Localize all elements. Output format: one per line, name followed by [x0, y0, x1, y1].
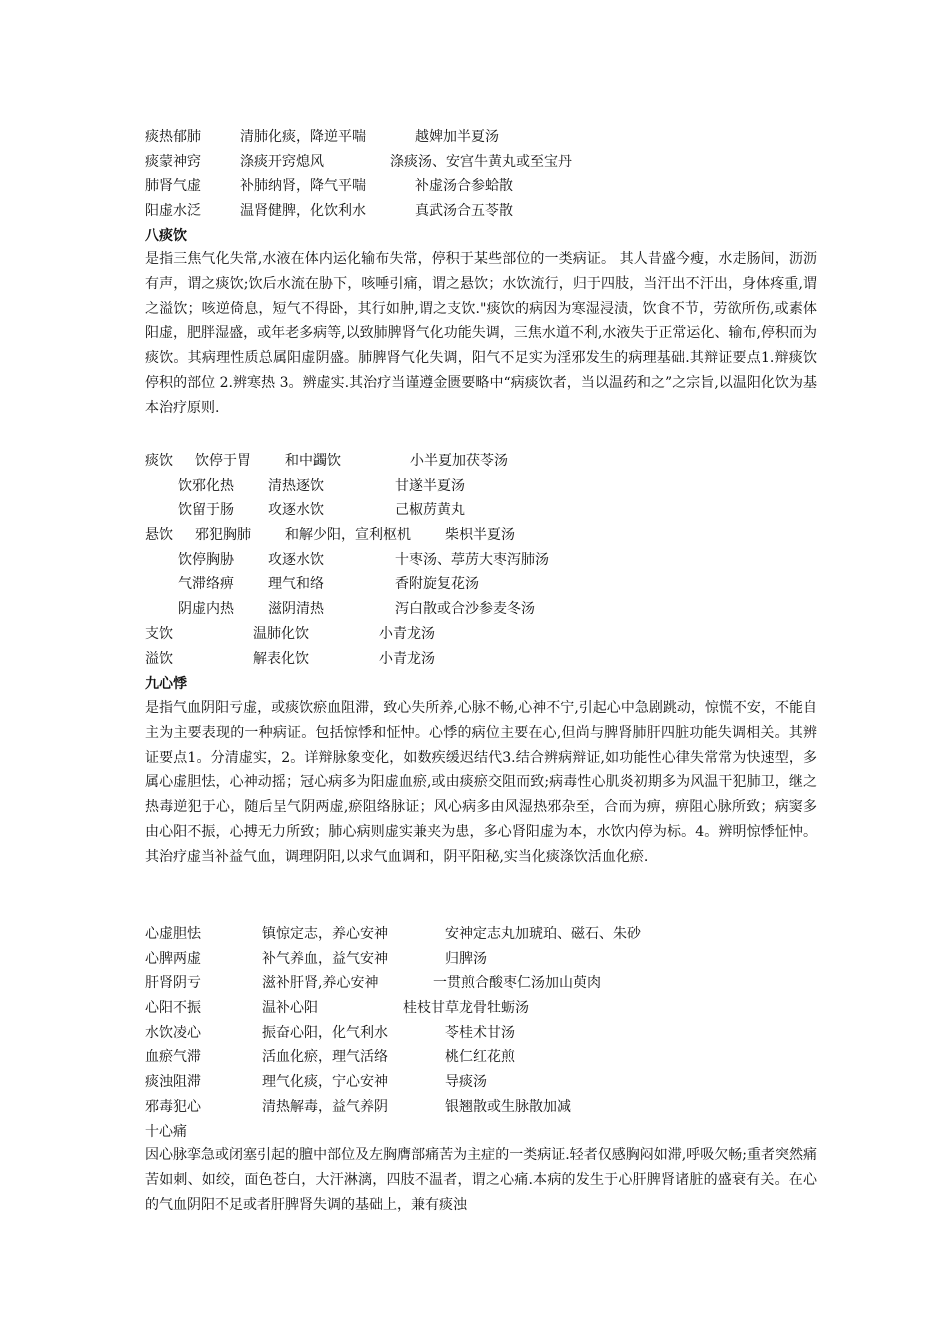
table-row [145, 1072, 817, 1092]
method-cell: 镇惊定志，养心安神 [262, 926, 388, 942]
table-row [145, 525, 817, 545]
formula-cell: 真武汤合五苓散 [415, 203, 513, 219]
section-paragraph: 是指三焦气化失常,水液在体内运化输布失常，停积于某些部位的一类病证。 其人昔盛今瘦，水走肠间，沥沥有声，谓之痰饮;饮后水流在胁下，咳唾引痛，谓之悬饮；水饮流行，归于四肢，当汗出不汗出，身体疼重,谓之溢饮；咳逆倚息，短气不得卧，其行如肿,谓之支饮."痰饮的病因为寒湿浸渍，饮食不节，劳欲所伤,或素体阳虚，肥胖湿盛，或年老多病等,以致肺脾肾气化功能失调，三焦水道不利,水液失于正常运化、输布,停积而为痰饮。其病理性质总属阳虚阴盛。肺脾肾气化失调，阳气不足实为淫邪发生的病理基础.其辩证要点1.辩痰饮停积的部位 2.辨寒热 3。辨虚实.其治疗当谨遵金匮要略中“病痰饮者，当以温药和之”之宗旨,以温阳化饮为基本治疗原则. [145, 251, 817, 416]
method-cell: 理气化痰，宁心安神 [262, 1074, 388, 1090]
pattern-cell: 心阳不振 [145, 1000, 201, 1016]
method-cell: 温补心阳 [262, 1000, 318, 1016]
method-cell: 补肺纳肾，降气平喘 [240, 178, 366, 194]
pattern-cell: 心脾两虚 [145, 951, 201, 967]
method-cell: 攻逐水饮 [268, 552, 324, 568]
pattern-cell: 阳虚水泛 [145, 203, 201, 219]
formula-cell: 泻白散或合沙参麦冬汤 [395, 601, 535, 617]
pattern-cell: 饮邪化热 [178, 478, 234, 494]
table-row [145, 624, 817, 644]
pattern-cell: 痰热郁肺 [145, 129, 201, 145]
method-cell: 清肺化痰，降逆平喘 [240, 129, 366, 145]
pattern-cell: 痰浊阻滞 [145, 1074, 201, 1090]
pattern-cell: 肝肾阴亏 [145, 975, 201, 991]
table-row [145, 550, 817, 570]
pattern-cell: 血瘀气滞 [145, 1049, 201, 1065]
table-row [145, 973, 817, 993]
formula-cell: 己椒苈黄丸 [395, 502, 465, 518]
formula-cell: 香附旋复花汤 [395, 576, 479, 592]
table-row [145, 949, 817, 969]
formula-cell: 小青龙汤 [379, 626, 435, 642]
method-cell: 振奋心阳，化气利水 [262, 1025, 388, 1041]
table-row [145, 1023, 817, 1043]
method-cell: 攻逐水饮 [268, 502, 324, 518]
method-cell: 解表化饮 [253, 651, 309, 667]
formula-cell: 苓桂术甘汤 [445, 1025, 515, 1041]
method-cell: 和中蠲饮 [285, 453, 341, 469]
table-row [145, 476, 817, 496]
method-cell: 滋补肝肾,养心安神 [262, 975, 379, 991]
table-row [145, 201, 817, 221]
pattern-cell: 阴虚内热 [178, 601, 234, 617]
table-row [145, 152, 817, 172]
formula-cell: 安神定志丸加琥珀、磁石、朱砂 [445, 926, 641, 942]
table-row [145, 1047, 817, 1067]
section-heading: 九心悸 [145, 676, 187, 692]
section-heading: 八痰饮 [145, 228, 187, 244]
method-cell: 滋阴清热 [268, 601, 324, 617]
pattern-cell: 心虚胆怯 [145, 926, 201, 942]
formula-cell: 一贯煎合酸枣仁汤加山萸肉 [433, 975, 601, 991]
category-cell: 溢饮 [145, 651, 173, 667]
pattern-cell: 水饮凌心 [145, 1025, 201, 1041]
formula-cell: 小青龙汤 [379, 651, 435, 667]
table-row [145, 924, 817, 944]
table-row [145, 998, 817, 1018]
table-row [145, 127, 817, 147]
pattern-cell: 饮停于胃 [195, 453, 251, 469]
formula-cell: 越婢加半夏汤 [415, 129, 499, 145]
method-cell: 涤痰开窍熄风 [240, 154, 324, 170]
pattern-cell: 饮停胸胁 [178, 552, 234, 568]
pattern-cell: 邪毒犯心 [145, 1099, 201, 1115]
table-row [145, 451, 817, 471]
formula-cell: 银翘散或生脉散加减 [445, 1099, 571, 1115]
formula-cell: 涤痰汤、安宫牛黄丸或至宝丹 [390, 154, 572, 170]
pattern-cell: 邪犯胸肺 [195, 527, 251, 543]
formula-cell: 小半夏加茯苓汤 [410, 453, 508, 469]
pattern-cell: 气滞络痹 [178, 576, 234, 592]
formula-cell: 桂枝甘草龙骨牡蛎汤 [403, 1000, 529, 1016]
category-cell: 悬饮 [145, 527, 173, 543]
category-cell: 痰饮 [145, 453, 173, 469]
table-row [145, 599, 817, 619]
formula-cell: 桃仁红花煎 [445, 1049, 515, 1065]
method-cell: 理气和络 [268, 576, 324, 592]
formula-cell: 十枣汤、葶苈大枣泻肺汤 [395, 552, 549, 568]
section-paragraph: 是指气血阴阳亏虚，或痰饮瘀血阻滞，致心失所养,心脉不畅,心神不宁,引起心中急剧跳动，惊慌不安，不能自主为主要表现的一种病证。包括惊悸和怔忡。心悸的病位主要在心,但尚与脾肾肺肝四脏功能失调相关。其辨证要点1。分清虚实，2。详辩脉象变化，如数疾缓迟结代3.结合辨病辩证,如功能性心律失常常为快速型，多属心虚胆怯，心神动摇；冠心病多为阳虚血瘀,或由痰瘀交阻而致;病毒性心肌炎初期多为风温干犯肺卫，继之热毒逆犯于心，随后呈气阴两虚,瘀阻络脉证；风心病多由风湿热邪杂至，合而为痹，痹阻心脉所致；病窦多由心阳不振，心搏无力所致；肺心病则虚实兼夹为患，多心肾阳虚为本，水饮内停为标。4。辨明惊悸怔忡。其治疗虚当补益气血，调理阴阳,以求气血调和，阴平阳秘,实当化痰涤饮活血化瘀. [145, 700, 817, 865]
method-cell: 温肾健脾，化饮利水 [240, 203, 366, 219]
pattern-cell: 饮留于肠 [178, 502, 234, 518]
formula-cell: 补虚汤合参蛤散 [415, 178, 513, 194]
method-cell: 活血化瘀，理气活络 [262, 1049, 388, 1065]
table-row [145, 574, 817, 594]
table-row [145, 500, 817, 520]
method-cell: 温肺化饮 [253, 626, 309, 642]
method-cell: 清热解毒，益气养阴 [262, 1099, 388, 1115]
method-cell: 和解少阳，宣利枢机 [285, 527, 411, 543]
formula-cell: 导痰汤 [445, 1074, 487, 1090]
section-paragraph: 因心脉挛急或闭塞引起的膻中部位及左胸膺部痛苦为主症的一类病证.轻者仅感胸闷如滞,呼吸欠畅;重者突然痛苦如刺、如绞，面色苍白，大汗淋漓，四肢不温者，谓之心痛.本病的发生于心肝脾肾诸脏的盛衰有关。在心的气血阴阳不足或者肝脾肾失调的基础上，兼有痰浊 [145, 1147, 817, 1213]
method-cell: 补气养血，益气安神 [262, 951, 388, 967]
formula-cell: 柴枳半夏汤 [445, 527, 515, 543]
formula-cell: 甘遂半夏汤 [395, 478, 465, 494]
method-cell: 清热逐饮 [268, 478, 324, 494]
category-cell: 支饮 [145, 626, 173, 642]
table-row [145, 176, 817, 196]
table-row [145, 649, 817, 669]
pattern-cell: 痰蒙神窍 [145, 154, 201, 170]
table-row [145, 1097, 817, 1117]
section-heading: 十心痛 [145, 1124, 187, 1140]
formula-cell: 归脾汤 [445, 951, 487, 967]
pattern-cell: 肺肾气虚 [145, 178, 201, 194]
